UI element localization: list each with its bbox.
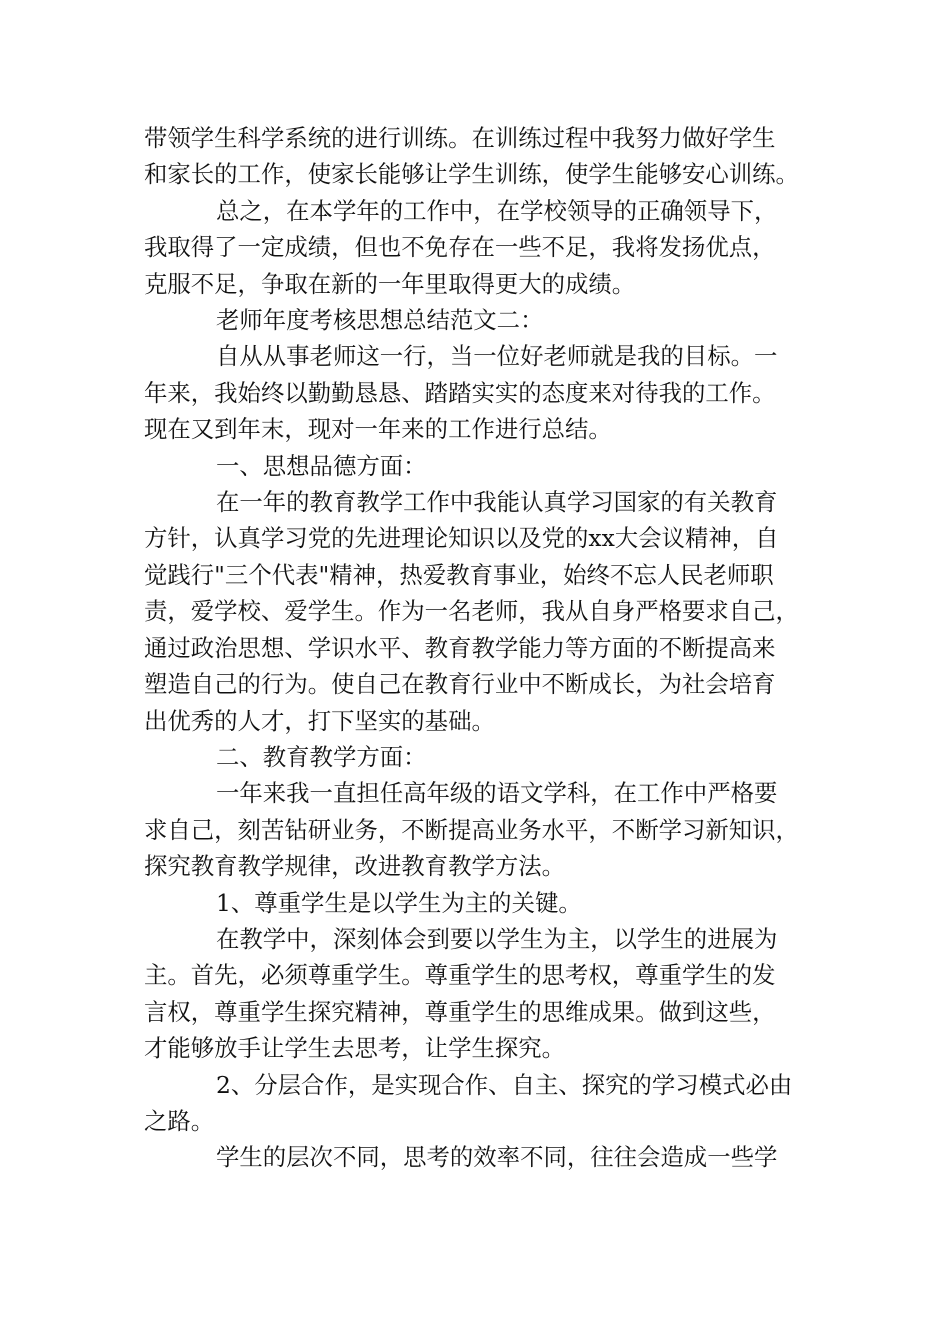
text-line: 在教学中，深刻体会到要以学生为主，以学生的进展为 bbox=[216, 924, 778, 953]
text-line: 总之，在本学年的工作中，在学校领导的正确领导下， bbox=[216, 196, 778, 225]
paragraph-p12 bbox=[144, 1139, 816, 1175]
text-line: 探究教育教学规律，改进教育教学方法。 bbox=[144, 852, 566, 881]
text-line: 克服不足，争取在新的一年里取得更大的成绩。 bbox=[144, 269, 636, 298]
text-line: 老师年度考核思想总结范文二： bbox=[216, 306, 544, 335]
text-line: 年来，我始终以勤勤恳恳、踏踏实实的态度来对待我的工作。 bbox=[144, 378, 776, 407]
text-line: 学生的层次不同，思考的效率不同，往往会造成一些学 bbox=[216, 1143, 778, 1172]
paragraph-p3 bbox=[144, 302, 816, 338]
text-line: 一、思想品德方面： bbox=[216, 451, 427, 480]
text-line: 方针，认真学习党的先进理论知识以及党的xx大会议精神，自 bbox=[144, 524, 779, 553]
paragraph-p10 bbox=[144, 921, 816, 1067]
text-line: 二、教育教学方面： bbox=[216, 742, 427, 771]
text-line: 求自己，刻苦钻研业务，不断提高业务水平，不断学习新知识， bbox=[144, 815, 799, 844]
text-line: 一年来我一直担任高年级的语文学科，在工作中严格要 bbox=[216, 779, 778, 808]
text-line: 塑造自己的行为。使自己在教育行业中不断成长，为社会培育 bbox=[144, 670, 776, 699]
document-body bbox=[144, 120, 816, 1176]
text-line: 才能够放手让学生去思考，让学生探究。 bbox=[144, 1034, 566, 1063]
text-line: 带领学生科学系统的进行训练。在训练过程中我努力做好学生 bbox=[144, 124, 776, 152]
text-line: 觉践行"三个代表"精神，热爱教育事业，始终不忘人民老师职 bbox=[144, 560, 774, 589]
text-line: 自从从事老师这一行，当一位好老师就是我的目标。一 bbox=[216, 342, 778, 371]
text-line: 2、分层合作，是实现合作、自主、探究的学习模式必由 bbox=[216, 1070, 793, 1099]
paragraph-p11 bbox=[144, 1067, 816, 1140]
text-line: 出优秀的人才，打下坚实的基础。 bbox=[144, 706, 495, 735]
text-line: 我取得了一定成绩，但也不免存在一些不足，我将发扬优点， bbox=[144, 233, 776, 262]
text-line: 和家长的工作，使家长能够让学生训练，使学生能够安心训练。 bbox=[144, 160, 799, 189]
paragraph-p8 bbox=[144, 775, 816, 884]
text-line: 在一年的教育教学工作中我能认真学习国家的有关教育 bbox=[216, 488, 778, 517]
text-line: 通过政治思想、学识水平、教育教学能力等方面的不断提高来 bbox=[144, 633, 776, 662]
text-line: 之路。 bbox=[144, 1106, 215, 1135]
text-line: 1、尊重学生是以学生为主的关键。 bbox=[216, 888, 582, 917]
text-line: 责，爱学校、爱学生。作为一名老师，我从自身严格要求自己， bbox=[144, 597, 799, 626]
text-line: 主。首先，必须尊重学生。尊重学生的思考权，尊重学生的发 bbox=[144, 961, 776, 990]
paragraph-p2 bbox=[144, 193, 816, 302]
text-line: 言权，尊重学生探究精神，尊重学生的思维成果。做到这些， bbox=[144, 997, 776, 1026]
paragraph-p9 bbox=[144, 885, 816, 921]
paragraph-p6 bbox=[144, 484, 816, 739]
paragraph-p5 bbox=[144, 448, 816, 484]
text-line: 现在又到年末，现对一年来的工作进行总结。 bbox=[144, 415, 612, 444]
paragraph-p1 bbox=[144, 120, 816, 193]
paragraph-p4 bbox=[144, 338, 816, 447]
paragraph-p7 bbox=[144, 739, 816, 775]
